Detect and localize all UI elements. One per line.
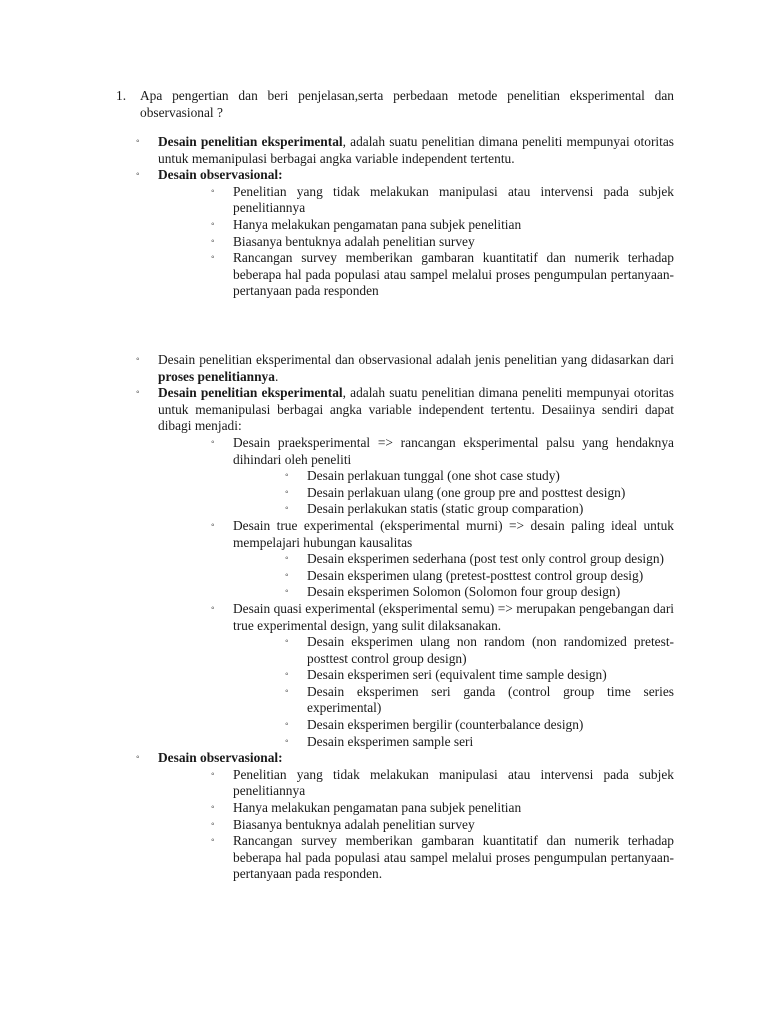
definition-eksperimental: , adalah suatu penelitian dimana peneliti mempunyai otoritas untuk memanipulasi berbagai angka variable independent tertentu. Desaiinya sendiri dapat dibagi menjadi: bbox=[158, 385, 674, 434]
list-item-text: Penelitian yang tidak melakukan manipulasi atau intervensi pada subjek penelitiannya bbox=[233, 766, 674, 799]
list-item-text: Hanya melakukan pengamatan pana subjek penelitian bbox=[233, 800, 522, 816]
list-item-text: Desain eksperimen ulang (pretest-posttest control group desig) bbox=[307, 567, 644, 583]
list-item bbox=[0, 551, 768, 568]
list-item-text: Rancangan survey memberikan gambaran kuantitatif dan numerik terhadap beberapa hal pada populasi atau sampel melalui proses pengumpulan pertanyaan-pertanyaan pada responden. bbox=[233, 833, 674, 882]
bullet-icon: ◦ bbox=[285, 685, 289, 697]
list-item-observasional bbox=[0, 167, 768, 184]
list-item-text: Hanya melakukan pengamatan pana subjek penelitian bbox=[233, 216, 522, 232]
list-item-text: Desain eksperimen seri ganda (control group time series experimental) bbox=[307, 683, 674, 716]
heading-observasional: Desain observasional: bbox=[158, 167, 283, 183]
bullet-icon: ◦ bbox=[211, 235, 215, 247]
list-item-text: Penelitian yang tidak melakukan manipulasi atau intervensi pada subjek penelitiannya bbox=[233, 183, 674, 216]
list-item-text: Biasanya bentuknya adalah penelitian survey bbox=[233, 816, 475, 832]
list-item bbox=[0, 734, 768, 751]
list-item bbox=[0, 717, 768, 734]
heading-observasional: Desain observasional: bbox=[158, 750, 283, 766]
bullet-icon: ◦ bbox=[211, 768, 215, 780]
list-item bbox=[0, 468, 768, 485]
bullet-icon: ◦ bbox=[285, 719, 289, 731]
definition-eksperimental: , adalah suatu penelitian dimana peneliti mempunyai otoritas untuk memanipulasi berbagai angka variable independent tertentu. bbox=[158, 134, 674, 166]
list-item-observasional bbox=[0, 750, 768, 767]
intro-text: Desain penelitian eksperimental dan observasional adalah jenis penelitian yang didasarkan dari bbox=[158, 352, 674, 367]
list-item bbox=[0, 800, 768, 817]
list-item-text: Desain eksperimen sederhana (post test only control group design) bbox=[307, 551, 664, 567]
list-item bbox=[0, 584, 768, 601]
list-item bbox=[0, 234, 768, 251]
list-item bbox=[0, 217, 768, 234]
bullet-icon: ◦ bbox=[136, 387, 140, 399]
list-item bbox=[0, 184, 768, 217]
bullet-icon: ◦ bbox=[285, 636, 289, 648]
list-item-quasi-experimental bbox=[0, 601, 768, 634]
bullet-icon: ◦ bbox=[211, 436, 215, 448]
intro-end: . bbox=[274, 368, 279, 384]
list-item-text: Desain eksperimen sample seri bbox=[307, 733, 474, 749]
list-item-praeksperimental bbox=[0, 435, 768, 468]
bullet-icon: ◦ bbox=[285, 669, 289, 681]
bullet-icon: ◦ bbox=[285, 553, 289, 565]
section-part-1 bbox=[0, 134, 768, 300]
bullet-icon: ◦ bbox=[285, 569, 289, 581]
list-item-text: Desain eksperimen Solomon (Solomon four group design) bbox=[307, 584, 621, 600]
list-item bbox=[0, 250, 768, 300]
list-item-text: Desain perlakuan ulang (one group pre and posttest design) bbox=[307, 484, 626, 500]
bullet-icon: ◦ bbox=[211, 602, 215, 614]
list-item-eksperimental bbox=[0, 385, 768, 435]
intro-bold: proses penelitiannya bbox=[158, 368, 275, 384]
list-item bbox=[0, 568, 768, 585]
list-item-text: Desain quasi experimental (eksperimental semu) => merupakan pengebangan dari true experimental design, yang sulit dilaksanakan. bbox=[233, 600, 674, 633]
list-item-intro bbox=[0, 352, 768, 385]
list-item bbox=[0, 501, 768, 518]
list-item bbox=[0, 634, 768, 667]
question-number: 1. bbox=[116, 88, 127, 103]
bullet-icon: ◦ bbox=[136, 136, 140, 147]
list-item-true-experimental bbox=[0, 518, 768, 551]
question-text: Apa pengertian dan beri penjelasan,serta perbedaan metode penelitian eksperimental dan observasional ? bbox=[140, 88, 674, 120]
list-item-eksperimental bbox=[0, 134, 768, 167]
bullet-icon: ◦ bbox=[285, 486, 289, 498]
list-item-text: Desain perlakuan tunggal (one shot case study) bbox=[307, 468, 560, 484]
bullet-icon: ◦ bbox=[211, 519, 215, 531]
list-item bbox=[0, 667, 768, 684]
list-item-text: Desain praeksperimental => rancangan eksperimental palsu yang hendaknya dihindari oleh peneliti bbox=[233, 434, 674, 467]
bullet-icon: ◦ bbox=[285, 470, 289, 482]
bullet-icon: ◦ bbox=[211, 218, 215, 230]
list-item-text: Desain true experimental (eksperimental murni) => desain paling ideal untuk mempelajari hubungan kausalitas bbox=[233, 517, 674, 550]
bullet-icon: ◦ bbox=[211, 818, 215, 830]
section-part-2 bbox=[0, 352, 768, 883]
bullet-icon: ◦ bbox=[285, 586, 289, 598]
list-item bbox=[0, 817, 768, 834]
term-eksperimental: Desain penelitian eksperimental bbox=[158, 385, 343, 401]
list-item-text: Desain eksperimen bergilir (counterbalance design) bbox=[307, 717, 584, 733]
list-item bbox=[0, 485, 768, 502]
bullet-icon: ◦ bbox=[211, 802, 215, 814]
list-item bbox=[0, 767, 768, 800]
bullet-icon: ◦ bbox=[211, 185, 215, 197]
list-item-text: Biasanya bentuknya adalah penelitian survey bbox=[233, 233, 475, 249]
bullet-icon: ◦ bbox=[211, 835, 215, 847]
bullet-icon: ◦ bbox=[136, 752, 140, 764]
list-item bbox=[0, 684, 768, 717]
list-item-text: Desain eksperimen ulang non random (non randomized pretest-posttest control group design) bbox=[307, 634, 674, 666]
bullet-icon: ◦ bbox=[211, 252, 215, 264]
bullet-icon: ◦ bbox=[285, 735, 289, 747]
list-item-text: Rancangan survey memberikan gambaran kuantitatif dan numerik terhadap beberapa hal pada populasi atau sampel melalui proses pengumpulan pertanyaan-pertanyaan pada responden bbox=[233, 250, 674, 299]
bullet-icon: ◦ bbox=[136, 169, 140, 181]
term-eksperimental: Desain penelitian eksperimental bbox=[158, 134, 343, 149]
list-item-text: Desain eksperimen seri (equivalent time sample design) bbox=[307, 667, 607, 683]
bullet-icon: ◦ bbox=[285, 503, 289, 515]
list-item bbox=[0, 833, 768, 883]
bullet-icon: ◦ bbox=[136, 354, 140, 365]
list-item-text: Desain perlakukan statis (static group comparation) bbox=[307, 501, 584, 517]
